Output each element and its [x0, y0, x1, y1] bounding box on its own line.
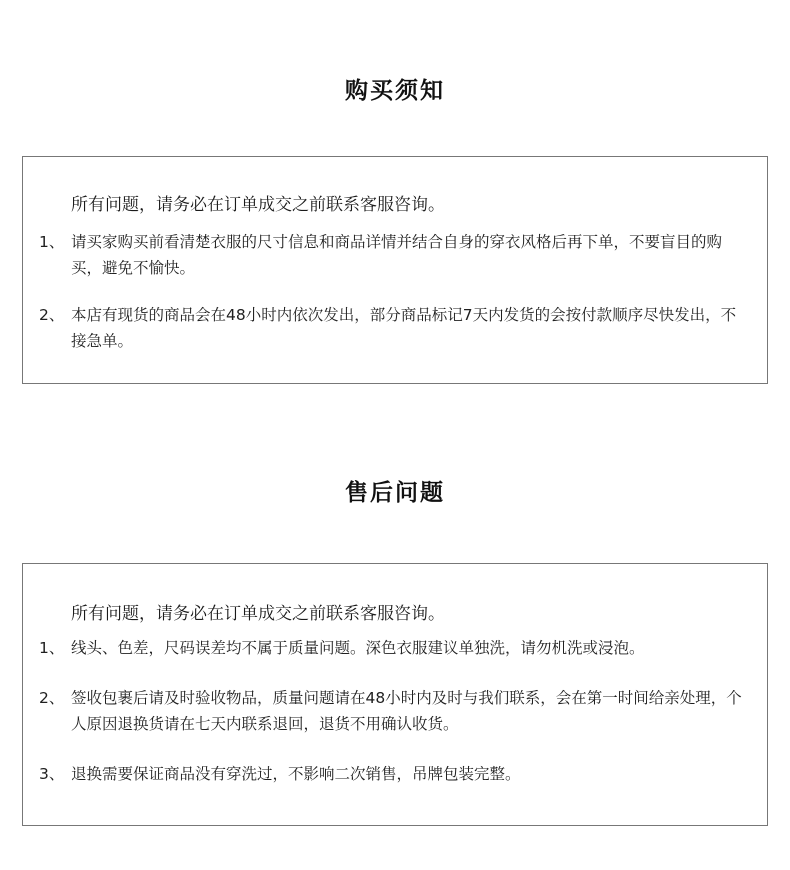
item-text: 请买家购买前看清楚衣服的尺寸信息和商品详情并结合自身的穿衣风格后再下单，不要盲目的购买，避免不愉快。 [71, 233, 723, 277]
purchase-notice-item [39, 302, 751, 354]
purchase-notice-item [39, 229, 751, 281]
after-sales-item [39, 761, 751, 787]
after-sales-title: 售后问题 [345, 480, 445, 506]
item-number: 2、 [39, 306, 65, 324]
purchase-notice-box [22, 156, 768, 384]
item-text: 线头、色差，尺码误差均不属于质量问题。深色衣服建议单独洗，请勿机洗或浸泡。 [71, 639, 645, 657]
item-text: 本店有现货的商品会在48小时内依次发出，部分商品标记7天内发货的会按付款顺序尽快发出，不接急单。 [71, 306, 737, 350]
after-sales-item [39, 635, 751, 661]
after-sales-heading: 所有问题，请务必在订单成交之前联系客服咨询。 [71, 604, 445, 624]
item-number: 2、 [39, 689, 65, 707]
after-sales-box [22, 563, 768, 826]
item-text: 退换需要保证商品没有穿洗过，不影响二次销售，吊牌包装完整。 [71, 765, 521, 783]
purchase-notice-title: 购买须知 [345, 78, 445, 104]
purchase-notice-heading: 所有问题，请务必在订单成交之前联系客服咨询。 [71, 195, 445, 215]
item-number: 1、 [39, 639, 65, 657]
item-number: 1、 [39, 233, 65, 251]
item-text: 签收包裹后请及时验收物品，质量问题请在48小时内及时与我们联系，会在第一时间给亲处理，个人原因退换货请在七天内联系退回，退货不用确认收货。 [71, 689, 742, 733]
item-number: 3、 [39, 765, 65, 783]
after-sales-item [39, 685, 751, 737]
